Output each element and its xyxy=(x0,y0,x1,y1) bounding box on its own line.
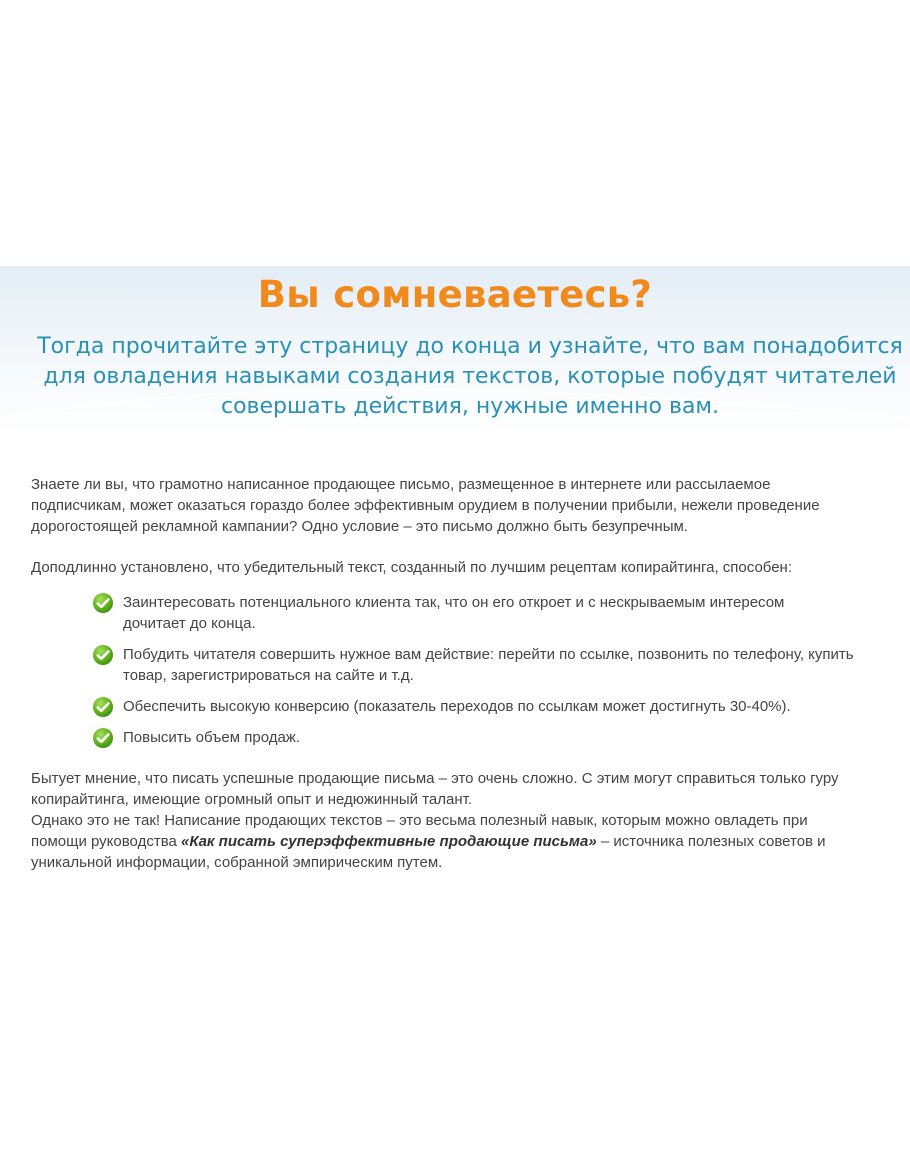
text-line: – источника полезных советов и xyxy=(596,833,826,850)
check-circle-icon xyxy=(92,644,114,666)
text-line: копирайтинга, имеющие огромный опыт и недюжинный талант. xyxy=(31,791,472,808)
text-line: помощи руководства xyxy=(31,833,181,850)
text-line: Однако это не так! Написание продающих текстов – это весьма полезный навык, которым можно овладеть при xyxy=(31,812,808,829)
text-line: Обеспечить высокую конверсию (показатель переходов по ссылкам может достигнуть 30-40%). xyxy=(123,698,791,715)
list-item xyxy=(92,727,893,748)
text-line: Заинтересовать потенциального клиента так, что он его откроет и с нескрываемым интересом xyxy=(123,594,785,611)
subtitle-line: совершать действия, нужные именно вам. xyxy=(220,394,720,419)
text-line: дочитает до конца. xyxy=(123,615,256,632)
page-subtitle xyxy=(30,332,910,422)
text-line: подписчикам, может оказаться гораздо более эффективным орудием в получении прибыли, нежели проведение xyxy=(31,497,820,514)
intro-paragraph xyxy=(31,474,893,537)
list-item xyxy=(92,592,893,634)
check-circle-icon xyxy=(92,592,114,614)
book-title: «Как писать суперэффективные продающие письма» xyxy=(181,833,597,850)
opinion-paragraph xyxy=(31,768,893,873)
page-title: Вы сомневаетесь? xyxy=(257,273,653,316)
text-line: Знаете ли вы, что грамотно написанное продающее письмо, размещенное в интернете или рассылаемое xyxy=(31,476,771,493)
lead-paragraph: Доподлинно установлено, что убедительный текст, созданный по лучшим рецептам копирайтинга, способен: xyxy=(31,559,793,576)
check-circle-icon xyxy=(92,727,114,749)
text-line: товар, зарегистрироваться на сайте и т.д. xyxy=(123,667,414,684)
subtitle-line: для овладения навыками создания текстов, которые побудят читателей xyxy=(43,364,897,389)
list-item xyxy=(92,644,893,686)
text-line: Повысить объем продаж. xyxy=(123,729,301,746)
text-line: уникальной информации, собранной эмпирическим путем. xyxy=(31,854,443,871)
benefits-list xyxy=(31,592,893,748)
check-circle-icon xyxy=(92,696,114,718)
text-line: Бытует мнение, что писать успешные продающие письма – это очень сложно. С этим могут справиться только гуру xyxy=(31,770,839,787)
list-item xyxy=(92,696,893,717)
subtitle-line: Тогда прочитайте эту страницу до конца и узнайте, что вам понадобится xyxy=(37,334,903,359)
article-body xyxy=(31,474,893,873)
text-line: Побудить читателя совершить нужное вам действие: перейти по ссылке, позвонить по телефону, купить xyxy=(123,646,854,663)
text-line: дорогостоящей рекламной кампании? Одно условие – это письмо должно быть безупречным. xyxy=(31,518,688,535)
